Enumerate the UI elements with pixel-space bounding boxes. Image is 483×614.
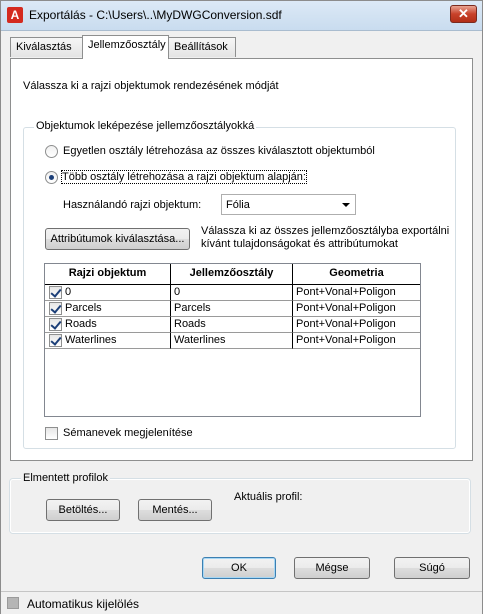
column-header-object[interactable]: Rajzi objektum: [45, 264, 171, 285]
title-bar[interactable]: [1, 1, 482, 31]
mapping-table: [44, 263, 421, 417]
row-checkbox[interactable]: [49, 302, 62, 315]
window-title: Exportálás - C:\Users\..\MyDWGConversion.sdf: [29, 8, 282, 22]
cell-object: 0: [45, 285, 171, 301]
cell-object: Roads: [45, 317, 171, 333]
cell-feature-class[interactable]: Roads: [171, 317, 293, 333]
cell-object: Parcels: [45, 301, 171, 317]
object-select-value: Fólia: [226, 199, 250, 211]
show-schema-checkbox[interactable]: [45, 427, 58, 440]
tab-selection[interactable]: Kiválasztás: [10, 37, 83, 57]
table-row[interactable]: [45, 317, 420, 333]
attributes-description: Válassza ki az összes jellemzőosztályba exportálni kívánt tulajdonságokat és attribútumokat: [201, 225, 450, 250]
chevron-down-icon: [342, 203, 350, 207]
cell-geometry[interactable]: Pont+Vonal+Poligon: [293, 333, 420, 349]
status-text: Automatikus kijelölés: [27, 597, 140, 611]
show-schema-label[interactable]: Sémanevek megjelenítése: [63, 427, 193, 439]
status-bar: [1, 591, 482, 614]
current-profile-label: Aktuális profil:: [234, 491, 303, 503]
tab-settings[interactable]: Beállítások: [168, 37, 236, 57]
cell-feature-class[interactable]: 0: [171, 285, 293, 301]
row-checkbox[interactable]: [49, 318, 62, 331]
single-class-label[interactable]: Egyetlen osztály létrehozása az összes kiválasztott objektumból: [63, 145, 375, 157]
row-checkbox[interactable]: [49, 334, 62, 347]
select-attributes-button[interactable]: Attribútumok kiválasztása...: [45, 228, 190, 250]
cell-feature-class[interactable]: Waterlines: [171, 333, 293, 349]
column-header-feature-class[interactable]: Jellemzőosztály: [171, 264, 293, 285]
ok-button[interactable]: OK: [202, 557, 276, 579]
object-select[interactable]: [221, 194, 356, 215]
table-row[interactable]: [45, 333, 420, 349]
profiles-group-label: Elmentett profilok: [23, 472, 108, 484]
autocad-logo-icon: A: [7, 7, 23, 23]
table-header: [45, 264, 420, 285]
table-row[interactable]: [45, 285, 420, 301]
tab-feature-class-label: Jellemzőosztály: [88, 39, 166, 51]
radio-selected-dot: [49, 175, 54, 180]
cell-geometry[interactable]: Pont+Vonal+Poligon: [293, 317, 420, 333]
multi-class-radio[interactable]: [45, 171, 58, 184]
mapping-group-label: Objektumok leképezése jellemzőosztályokká: [36, 120, 255, 132]
row-checkbox[interactable]: [49, 286, 62, 299]
save-profile-button[interactable]: Mentés...: [138, 499, 212, 521]
intro-text: Válassza ki a rajzi objektumok rendezésének módját: [23, 80, 279, 92]
tab-feature-class[interactable]: [82, 35, 169, 59]
help-button[interactable]: Súgó: [394, 557, 470, 579]
column-header-geometry[interactable]: Geometria: [329, 267, 384, 279]
multi-class-label[interactable]: Több osztály létrehozása a rajzi objektum alapján:: [62, 171, 306, 183]
load-profile-button[interactable]: Betöltés...: [46, 499, 120, 521]
single-class-radio[interactable]: [45, 145, 58, 158]
auto-select-icon[interactable]: [7, 597, 19, 609]
object-label: Használandó rajzi objektum:: [63, 199, 202, 211]
cell-geometry[interactable]: Pont+Vonal+Poligon: [293, 285, 420, 301]
cancel-button[interactable]: Mégse: [294, 557, 370, 579]
cell-feature-class[interactable]: Parcels: [171, 301, 293, 317]
cell-geometry[interactable]: Pont+Vonal+Poligon: [293, 301, 420, 317]
cell-object: Waterlines: [45, 333, 171, 349]
close-button[interactable]: ✕: [450, 5, 477, 23]
table-row[interactable]: [45, 301, 420, 317]
